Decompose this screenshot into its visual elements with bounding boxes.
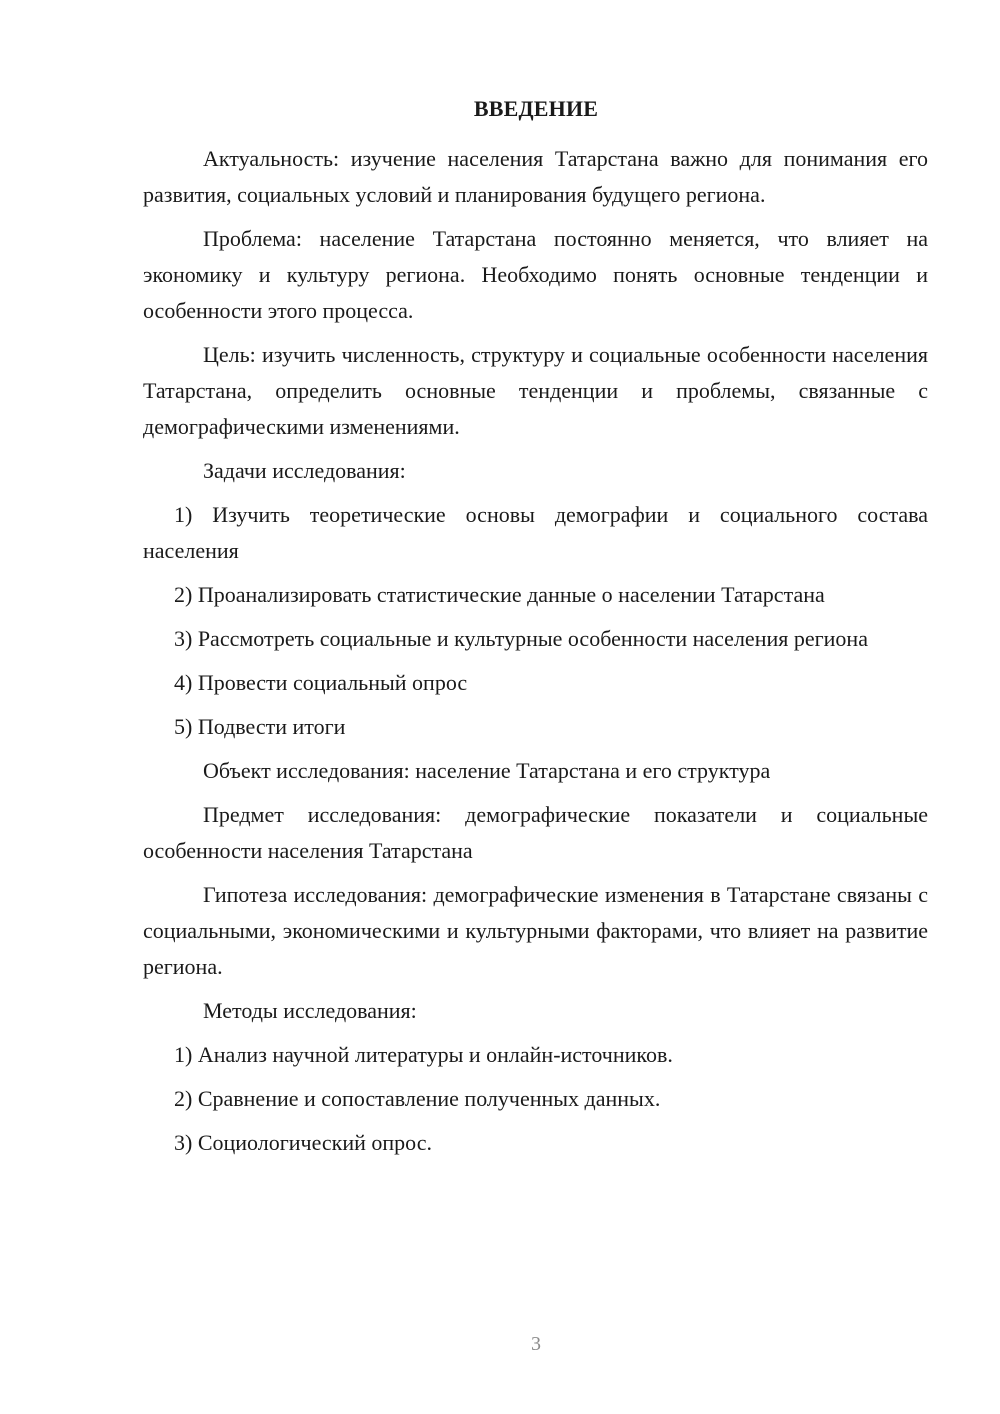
relevance-paragraph: Актуальность: изучение населения Татарстана важно для понимания его развития, социальных условий и планирования будущего региона.	[143, 146, 928, 207]
object-paragraph: Объект исследования: население Татарстана и его структура	[203, 758, 771, 783]
document-body	[143, 141, 928, 1169]
task-item: 2) Проанализировать статистические данные о населении Татарстана	[174, 582, 825, 607]
task-item: 5) Подвести итоги	[174, 714, 346, 739]
task-item: 1) Изучить теоретические основы демографии и социального состава населения	[143, 502, 928, 563]
tasks-heading: Задачи исследования:	[203, 458, 406, 483]
page-title: ВВЕДЕНИЕ	[473, 96, 599, 121]
subject-paragraph: Предмет исследования: демографические показатели и социальные особенности населения Татарстана	[143, 802, 928, 863]
goal-paragraph: Цель: изучить численность, структуру и социальные особенности населения Татарстана, определить основные тенденции и проблемы, связанные с демографическими изменениями.	[143, 342, 928, 439]
method-item: 2) Сравнение и сопоставление полученных данных.	[174, 1086, 661, 1111]
method-item: 3) Социологический опрос.	[174, 1130, 432, 1155]
methods-heading: Методы исследования:	[203, 998, 417, 1023]
task-item: 4) Провести социальный опрос	[174, 670, 468, 695]
method-item: 1) Анализ научной литературы и онлайн-источников.	[174, 1042, 673, 1067]
task-item: 3) Рассмотреть социальные и культурные особенности населения региона	[174, 626, 868, 651]
problem-paragraph: Проблема: население Татарстана постоянно меняется, что влияет на экономику и культуру региона. Необходимо понять основные тенденции и особенности этого процесса.	[143, 226, 928, 323]
hypothesis-paragraph: Гипотеза исследования: демографические изменения в Татарстане связаны с социальными, экономическими и культурными факторами, что влияет на развитие региона.	[143, 882, 928, 979]
page-number: 3	[531, 1333, 541, 1355]
